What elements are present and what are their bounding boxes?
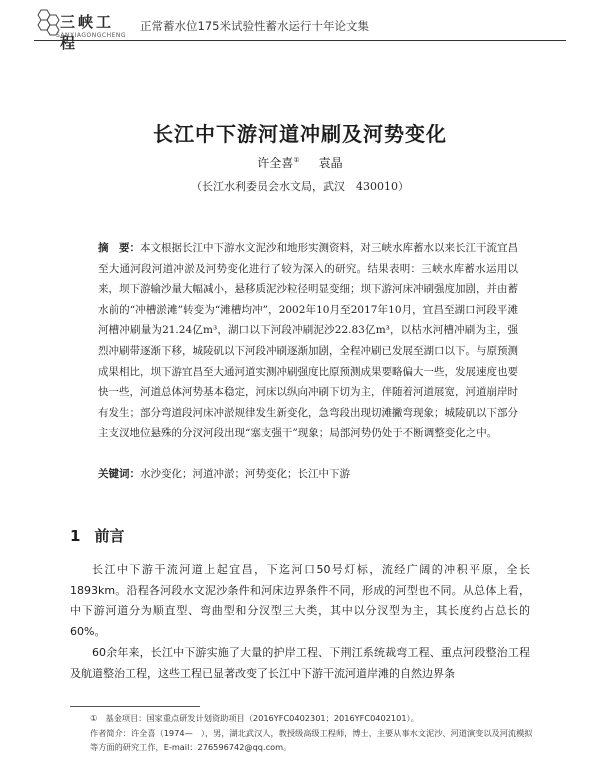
body-paragraph: 长江中下游干流河道上起宜昌，下迄河口50号灯标，流经广阔的冲积平原，全长1893km。沿程各河段水文泥沙条件和河床边界条件不同，形成的河型也不同。从总体上看，中下游河道分为顺直型、弯曲型和分汊型三大类，其中以分汊型为主，其长度约占总长的60%。 — [70, 563, 530, 638]
series-title: 正常蓄水位175米试验性蓄水运行十年论文集 — [140, 19, 369, 33]
logo-subtitle: SANXIAGONGCHENG — [56, 32, 127, 39]
abstract-text: 本文根据长江中下游水文泥沙和地形实测资料，对三峡水库蓄水以来长江干流宜昌至大通河段河道冲淤及河势变化进行了较为深入的研究。结果表明：三峡水库蓄水运用以来，坝下游输沙量大幅减小，悬移质泥沙粒径明显变细；坝下游河床冲刷强度加剧，并由蓄水前的“冲槽淤滩”转变为“滩槽均冲”，2002年10月至2017年10月，宜昌至湖口河段平滩河槽冲刷量为21.24亿m³，湖口以下河段冲刷泥沙22.83亿m³，以枯水河槽冲刷为主，强烈冲刷带逐渐下移，城陵矶以下河段冲刷逐渐加剧，全程冲刷已发展至湖口以下。与原预测成果相比，坝下游宜昌至大通河道实测冲刷强度比原预测成果要略偏大一些，发展速度也要快一些，河道总体河势基本稳定，河床以纵向冲刷下切为主，伴随着河道展宽，河道崩岸时有发生；部分弯道段河床冲淤规律发生新变化，急弯段出现切滩撇弯现象；城陵矶以下部分主支汊地位悬殊的分汊河段出现“塞支强干”现象；局部河势仍处于不断调整变化之中。 — [98, 242, 518, 440]
article-title: 长江中下游河道冲刷及河势变化 — [153, 122, 447, 146]
author-footnote-mark: ① — [293, 156, 300, 164]
body-paragraph: 60余年来，长江中下游实施了大量的护岸工程、下荆江系统裁弯工程、重点河段整治工程及航道整治工程，这些工程已显著改变了长江中下游干流河道岸滩的自然边界条 — [70, 646, 530, 680]
keywords — [98, 466, 518, 481]
keywords-text: 水沙变化；河道冲淤；河势变化；长江中下游 — [140, 468, 350, 480]
footnote-author-bio: 作者简介：许全喜（1974— ），男，湖北武汉人，教授级高级工程师，博士，主要从事水文泥沙、河道演变以及河流模拟等方面的研究工作，E-mail：276596742@qq.com。 — [90, 728, 533, 752]
author-line — [0, 154, 600, 171]
abstract-label: 摘 要： — [98, 242, 140, 254]
section-number: 1 — [70, 527, 81, 545]
author-name: 许全喜 — [257, 156, 294, 170]
journal-logo — [34, 8, 127, 52]
author-name: 袁晶 — [318, 156, 343, 170]
affiliation: （长江水利委员会水文局，武汉 430010） — [191, 180, 409, 193]
section-title: 前言 — [94, 527, 125, 545]
footnote-divider — [70, 706, 200, 707]
footnote-funding: ① 基金项目：国家重点研发计划资助项目（2016YFC0402301；2016YFC0402101）。 — [90, 713, 419, 723]
section-heading — [70, 525, 124, 546]
header-divider — [34, 40, 566, 41]
logo-text: 三峡工程 — [60, 13, 115, 52]
keywords-label: 关键词： — [98, 468, 140, 480]
abstract — [98, 238, 518, 444]
